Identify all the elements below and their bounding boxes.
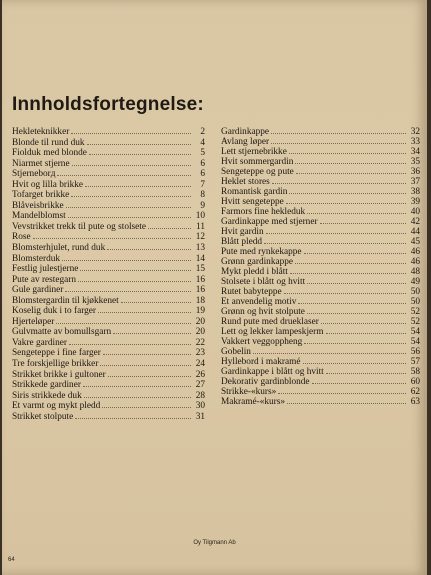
toc-entry [12, 127, 205, 138]
dot-leader [296, 167, 406, 174]
toc-entry-title: Hyllebord i makramé [221, 357, 301, 367]
toc-entry [221, 387, 420, 397]
toc-entry-page: 13 [195, 243, 205, 254]
dot-leader [320, 217, 406, 224]
toc-entry [12, 306, 205, 317]
toc-entry-title: Romantisk gardin [221, 187, 288, 197]
dot-leader [304, 337, 406, 344]
toc-entry-page: 18 [195, 295, 205, 306]
toc-entry-page: 28 [195, 390, 205, 401]
book-page [2, 0, 427, 575]
toc-entry-title: Blått pledd [221, 237, 263, 247]
toc-entry-page: 42 [410, 217, 420, 227]
toc-entry-title: Strikket stolpute [12, 411, 74, 422]
dot-leader [71, 127, 191, 134]
dot-leader [113, 327, 191, 334]
toc-entry-title: Tofarget brikke [12, 190, 70, 201]
toc-entry-page: 62 [410, 387, 420, 397]
toc-entry [12, 380, 205, 391]
dot-leader [295, 157, 406, 164]
toc-entry [221, 367, 420, 377]
toc-entry-page: 40 [410, 207, 420, 217]
toc-entry [221, 267, 420, 277]
toc-entry [221, 377, 420, 387]
toc-entry [221, 177, 420, 187]
toc-right-column [221, 127, 420, 407]
toc-entry-title: Farmors fine hekleduk [221, 207, 306, 217]
toc-entry [221, 337, 420, 347]
toc-entry-title: Hvitt sengeteppe [221, 197, 284, 207]
toc-entry-title: Vakre gardiner [12, 337, 67, 348]
dot-leader [68, 211, 191, 218]
dot-leader [266, 227, 406, 234]
toc-entry [12, 317, 205, 328]
toc-entry-title: Rose [12, 232, 31, 243]
toc-entry-page: 15 [195, 264, 205, 275]
toc-entry [12, 348, 205, 359]
dot-leader [103, 348, 191, 355]
toc-entry-title: Hjerteløper [12, 316, 55, 327]
toc-entry-title: Festlig julestjerne [12, 264, 79, 275]
toc-entry-page: 12 [195, 232, 205, 243]
toc-entry-page: 60 [410, 377, 420, 387]
toc-entry-page: 4 [200, 137, 205, 148]
dot-leader [62, 254, 191, 261]
toc-entry [221, 347, 420, 357]
dot-leader [303, 357, 406, 364]
toc-entry-page: 16 [195, 274, 205, 285]
toc-entry-title: Sengeteppe og pute [221, 167, 294, 177]
toc-entry-page: 57 [410, 357, 420, 367]
toc-entry [12, 285, 205, 296]
toc-entry [221, 247, 420, 257]
toc-entry-title: Mykt pledd i blått [221, 267, 288, 277]
toc-entry-page: 24 [195, 359, 205, 370]
dot-leader [80, 264, 191, 271]
toc-entry-page: 48 [410, 267, 420, 277]
dot-leader [121, 296, 191, 303]
toc-entry [12, 275, 205, 286]
toc-entry-page: 50 [410, 297, 420, 307]
dot-leader [298, 297, 406, 304]
toc-entry-title: Gobelin [221, 347, 251, 357]
toc-entry-page: 34 [410, 147, 420, 157]
dot-leader [71, 190, 191, 197]
toc-entry-title: Blåveisbrikke [12, 200, 64, 211]
toc-entry-title: Hvit gardin [221, 227, 264, 237]
dot-leader [287, 397, 406, 404]
toc-entry-title: Koselig duk i to farger [12, 306, 96, 317]
toc-entry-page: 58 [410, 367, 420, 377]
toc-entry-page: 6 [200, 169, 205, 180]
toc-entry-title: Gule gardiner [12, 285, 64, 296]
toc-entry-title: Hvit sommergardin [221, 157, 294, 167]
toc-entry [221, 327, 420, 337]
toc-entry-page: 35 [410, 157, 420, 167]
toc-entry-page: 38 [410, 187, 420, 197]
toc-entry-page: 49 [410, 277, 420, 287]
dot-leader [78, 275, 191, 282]
toc-entry-title: Tre forskjellige brikker [12, 359, 99, 370]
dot-leader [98, 306, 191, 313]
toc-entry-page: 37 [410, 177, 420, 187]
dot-leader [290, 267, 406, 274]
toc-entry-page: 30 [195, 401, 205, 412]
toc-entry-title: Gardinkappe [221, 127, 270, 137]
toc-entry-page: 36 [410, 167, 420, 177]
toc-entry [12, 327, 205, 338]
toc-entry-title: Mandelblomst [12, 211, 66, 222]
dot-leader [66, 201, 191, 208]
dot-leader [148, 222, 191, 229]
toc-entry-page: 52 [410, 307, 420, 317]
toc-entry-page: 22 [195, 337, 205, 348]
dot-leader [307, 307, 406, 314]
toc-entry-title: Hekleteknikker [12, 127, 70, 137]
toc-entry-page: 46 [410, 257, 420, 267]
toc-entry-page: 54 [410, 337, 420, 347]
dot-leader [65, 285, 191, 292]
toc-entry [221, 217, 420, 227]
dot-leader [87, 138, 191, 145]
toc-entry-title: Gardinkappe med stjerner [221, 217, 318, 227]
toc-entry-title: Blomsterhjulet, rund duk [12, 243, 106, 254]
dot-leader [321, 317, 406, 324]
toc-entry-title: Niarmet stjerne [12, 158, 70, 169]
dot-leader [102, 401, 191, 408]
toc-entry [221, 147, 420, 157]
toc-entry-title: Rund pute med drueklaser [221, 317, 319, 327]
dot-leader [284, 287, 406, 294]
toc-entry [12, 412, 205, 423]
toc-entry-page: 45 [410, 237, 420, 247]
page-title: Innholdsfortegnelse: [12, 94, 204, 115]
dot-leader [85, 180, 191, 187]
toc-entry [12, 243, 205, 254]
toc-entry [12, 264, 205, 275]
dot-leader [264, 237, 406, 244]
toc-entry-page: 56 [410, 347, 420, 357]
toc-entry-page: 14 [195, 253, 205, 264]
toc-entry-title: Strikket brikke i gultoner [12, 369, 106, 380]
toc-entry-page: 5 [200, 148, 205, 159]
dot-leader [72, 159, 191, 166]
toc-entry-title: Stolsete i blått og hvitt [221, 277, 306, 287]
toc-entry [12, 148, 205, 159]
dot-leader [100, 359, 191, 366]
toc-entry [12, 190, 205, 201]
toc-entry-title: Strikke-«kurs» [221, 387, 277, 397]
dot-leader [89, 148, 191, 155]
toc-entry [12, 201, 205, 212]
toc-entry-title: Vevstrikket trekk til pute og stolsete [12, 221, 147, 232]
dot-leader [272, 177, 406, 184]
toc-entry [12, 338, 205, 349]
toc-entry [12, 222, 205, 233]
toc-entry [221, 397, 420, 407]
dot-leader [83, 380, 191, 387]
toc-entry-title: Gardinkappe i blått og hvitt [221, 367, 324, 377]
toc-entry [221, 167, 420, 177]
toc-entry [12, 169, 205, 180]
toc-entry-page: 20 [195, 327, 205, 338]
dot-leader [307, 207, 406, 214]
toc-entry-title: Sengeteppe i fine farger [12, 348, 101, 359]
page-number: 64 [8, 557, 15, 563]
toc-entry-title: Et varmt og mykt pledd [12, 401, 101, 412]
dot-leader [108, 370, 191, 377]
toc-entry-title: Lett stjernebrikke [221, 147, 287, 157]
toc-entry-page: 16 [195, 285, 205, 296]
toc-entry [221, 227, 420, 237]
dot-leader [56, 317, 191, 324]
toc-entry-title: Blomsterduk [12, 253, 61, 264]
toc-entry [12, 232, 205, 243]
toc-entry-title: Hvit og lilla brikke [12, 179, 84, 190]
dot-leader [289, 187, 406, 194]
dot-leader [69, 338, 191, 345]
toc-entry [12, 254, 205, 265]
dot-leader [286, 197, 406, 204]
publisher-footer: Oy Tilgmann Ab [193, 540, 236, 546]
toc-entry-page: 8 [200, 190, 205, 201]
dot-leader [57, 169, 191, 176]
toc-entry-page: 32 [410, 127, 420, 137]
toc-entry [221, 357, 420, 367]
toc-entry [12, 180, 205, 191]
toc-entry [12, 159, 205, 170]
toc-entry-title: Makramé-«kurs» [221, 397, 286, 407]
toc-entry [12, 370, 205, 381]
toc-entry-title: Avlang løper [221, 137, 270, 147]
toc-entry-title: Dekorativ gardinblonde [221, 377, 310, 387]
toc-entry-page: 19 [195, 306, 205, 317]
dot-leader [271, 137, 406, 144]
dot-leader [278, 387, 406, 394]
toc-entry [221, 207, 420, 217]
dot-leader [253, 347, 406, 354]
toc-entry-title: Heklet stores [221, 177, 270, 187]
toc-entry [221, 277, 420, 287]
toc-entry [12, 296, 205, 307]
dot-leader [289, 147, 406, 154]
toc-entry-title: Lett og lekker lampeskjerm [221, 327, 324, 337]
toc-entry-title: Blomstergardin til kjøkkenet [12, 295, 119, 306]
toc-entry-page: 23 [195, 348, 205, 359]
dot-leader [326, 327, 407, 334]
toc-entry-page: 54 [410, 327, 420, 337]
toc-entry-title: Grønn gardinkappe [221, 257, 294, 267]
toc-entry-page: 7 [200, 179, 205, 190]
toc-entry [221, 257, 420, 267]
toc-entry [12, 401, 205, 412]
dot-leader [304, 247, 406, 254]
toc-entry-page: 11 [196, 221, 205, 232]
dot-leader [84, 391, 191, 398]
toc-entry-page: 20 [195, 316, 205, 327]
dot-leader [33, 232, 191, 239]
toc-entry [221, 197, 420, 207]
toc-entry-title: Vakkert veggoppheng [221, 337, 303, 347]
toc-entry [221, 287, 420, 297]
toc-entry-title: Pute av restegarn [12, 274, 77, 285]
toc-entry [221, 187, 420, 197]
dot-leader [271, 127, 406, 134]
toc-entry-page: 44 [410, 227, 420, 237]
toc-entry-title: Pute med rynkekappe [221, 247, 302, 257]
toc-entry [12, 391, 205, 402]
dot-leader [307, 277, 406, 284]
toc-entry [221, 307, 420, 317]
toc-entry-title: Siris strikkede duk [12, 390, 82, 401]
toc-entry-page: 33 [410, 137, 420, 147]
toc-entry-page: 27 [195, 380, 205, 391]
toc-entry-title: Strikkede gardiner [12, 380, 81, 391]
toc-entry [221, 237, 420, 247]
dot-leader [326, 367, 406, 374]
toc-entry [221, 137, 420, 147]
toc-entry-page: 52 [410, 317, 420, 327]
toc-entry-page: 2 [200, 127, 205, 137]
dot-leader [75, 412, 191, 419]
toc-entry-title: Blonde til rund duk [12, 137, 85, 148]
toc-entry [12, 138, 205, 149]
toc-entry-page: 31 [195, 411, 205, 422]
toc-left-column [12, 127, 205, 422]
dot-leader [107, 243, 191, 250]
toc-entry-page: 63 [410, 397, 420, 407]
toc-entry-title: Fiolduk med blonde [12, 148, 87, 159]
toc-entry-page: 10 [195, 211, 205, 222]
toc-entry [221, 127, 420, 137]
toc-entry-title: Stjerneborд [12, 169, 56, 180]
toc-entry [12, 359, 205, 370]
toc-entry [221, 297, 420, 307]
toc-entry-page: 39 [410, 197, 420, 207]
toc-entry-page: 6 [200, 158, 205, 169]
toc-entry-title: Et anvendelig motiv [221, 297, 297, 307]
toc-entry-page: 46 [410, 247, 420, 257]
toc-entry [221, 157, 420, 167]
toc-entry [221, 317, 420, 327]
toc-entry-title: Gulvmatte av bomullsgarn [12, 327, 112, 338]
toc-entry-page: 26 [195, 369, 205, 380]
toc-entry-title: Rutet babyteppe [221, 287, 282, 297]
dot-leader [295, 257, 406, 264]
dot-leader [312, 377, 406, 384]
toc-entry-page: 9 [200, 200, 205, 211]
toc-entry [12, 211, 205, 222]
toc-entry-title: Grønn og hvit stolpute [221, 307, 305, 317]
toc-entry-page: 50 [410, 287, 420, 297]
